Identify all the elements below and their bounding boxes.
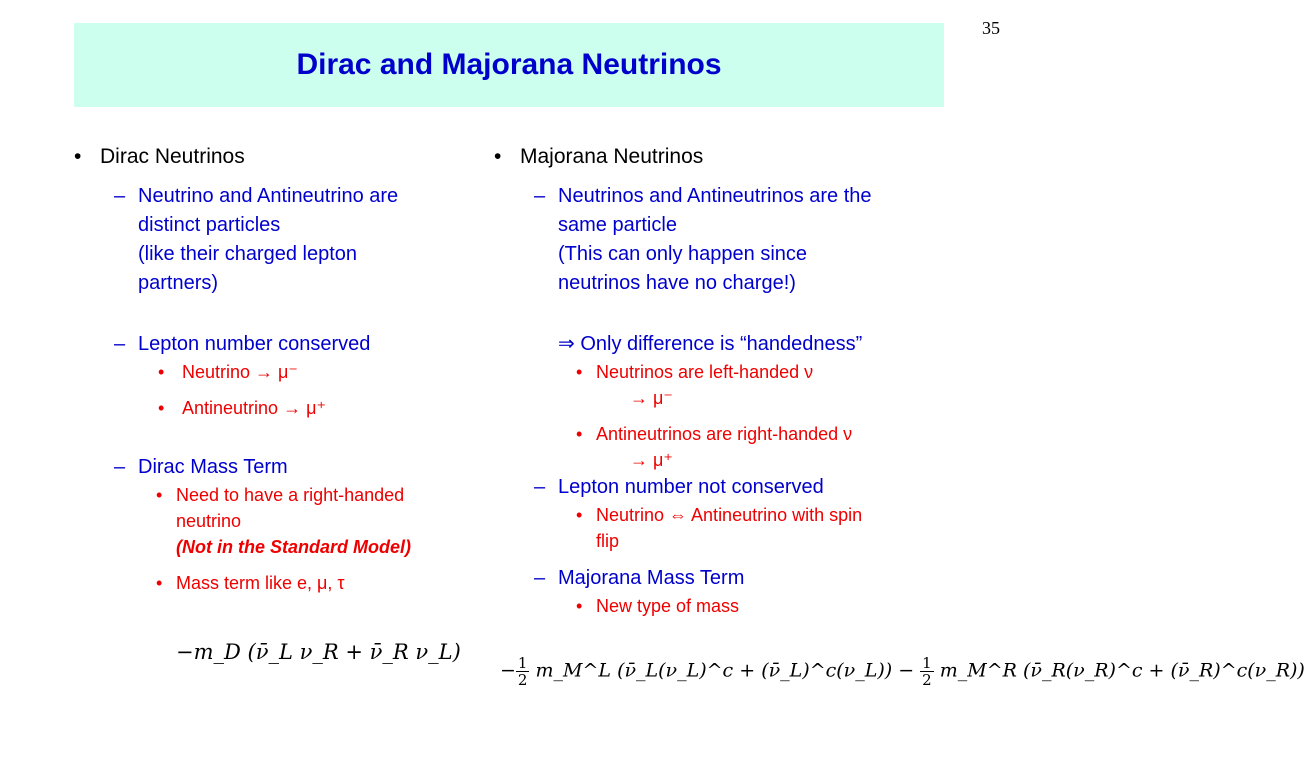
- majorana-point-mass-term: – Majorana Mass Term: [490, 564, 950, 593]
- majorana-sub-left-handed: • Neutrinos are left-handed ν: [490, 359, 950, 385]
- dirac-mass-formula: [176, 640, 461, 664]
- dirac-sub-mass-like: • Mass term like e, μ, τ: [70, 570, 480, 596]
- majorana-sub-spin-flip: [490, 502, 950, 554]
- dirac-sub-neutrino: • Neutrino → μ⁻: [70, 359, 480, 385]
- dirac-heading: • Dirac Neutrinos: [70, 142, 480, 172]
- dirac-point-distinct-line3: (like their charged lepton: [138, 243, 358, 265]
- majorana-formula-right-term: m_M^R (ν̄_R(ν_R)^c + (ν̄_R)^c(ν_R)): [939, 659, 1305, 682]
- dirac-point-lepton: – Lepton number conserved: [70, 330, 480, 359]
- majorana-sub-left-arrow: → μ⁻: [630, 388, 673, 408]
- majorana-sub-new-mass: • New type of mass: [490, 593, 950, 619]
- majorana-point-same-line4: neutrinos have no charge!): [558, 272, 796, 294]
- dirac-point-distinct-line2: distinct particles: [138, 214, 281, 236]
- majorana-sub-spin-flip-line1: • Neutrino ⇔ Antineutrino with spin: [596, 505, 863, 525]
- majorana-mass-formula: − $\frac{1}{2}$ m_M^L (ν̄_L(ν_L)^c + (ν̄_L)^c(ν_L)) − $\frac{1}{2}$ m_M^R (ν̄_R(ν_R)^c + (ν̄_R)^c(ν_R)): [500, 654, 1305, 689]
- slide-title: Dirac and Majorana Neutrinos: [296, 48, 722, 81]
- majorana-sub-spin-flip-line2: flip: [596, 531, 620, 551]
- dirac-sub-right-handed: [70, 482, 480, 560]
- dirac-column: [70, 142, 480, 596]
- majorana-sub-right-arrow: → μ⁺: [630, 450, 673, 470]
- majorana-sub-right-handed: • Antineutrinos are right-handed ν: [490, 421, 950, 447]
- majorana-column: [490, 142, 950, 619]
- dirac-point-distinct-line1: – Neutrino and Antineutrino are: [138, 185, 399, 207]
- dirac-sub-antineutrino: • Antineutrino → μ⁺: [70, 395, 480, 421]
- majorana-point-same: [490, 182, 950, 298]
- majorana-point-lepton: – Lepton number not conserved: [490, 473, 950, 502]
- dirac-point-distinct-line4: partners): [138, 272, 219, 294]
- dirac-mass-formula-text: −m_D (ν̄_L ν_R + ν̄_R ν_L): [176, 640, 461, 664]
- slide-number: 35: [982, 18, 1000, 38]
- dirac-point-mass-term: – Dirac Mass Term: [70, 453, 480, 482]
- majorana-point-same-line2: same particle: [558, 214, 677, 236]
- majorana-implies: ⇒ Only difference is “handedness”: [558, 333, 863, 355]
- majorana-heading: • Majorana Neutrinos: [490, 142, 950, 172]
- majorana-point-same-line1: – Neutrinos and Antineutrinos are the: [558, 185, 872, 207]
- dirac-sub-right-handed-line2: neutrino: [176, 511, 242, 531]
- dirac-point-distinct: [70, 182, 480, 298]
- majorana-formula-left-term: m_M^L (ν̄_L(ν_L)^c + (ν̄_L)^c(ν_L)): [535, 659, 893, 682]
- majorana-point-same-line3: (This can only happen since: [558, 243, 808, 265]
- title-banner: [74, 23, 944, 107]
- dirac-sub-right-handed-line1: • Need to have a right-handed: [176, 485, 405, 505]
- dirac-sub-not-in-sm: (Not in the Standard Model): [176, 537, 411, 557]
